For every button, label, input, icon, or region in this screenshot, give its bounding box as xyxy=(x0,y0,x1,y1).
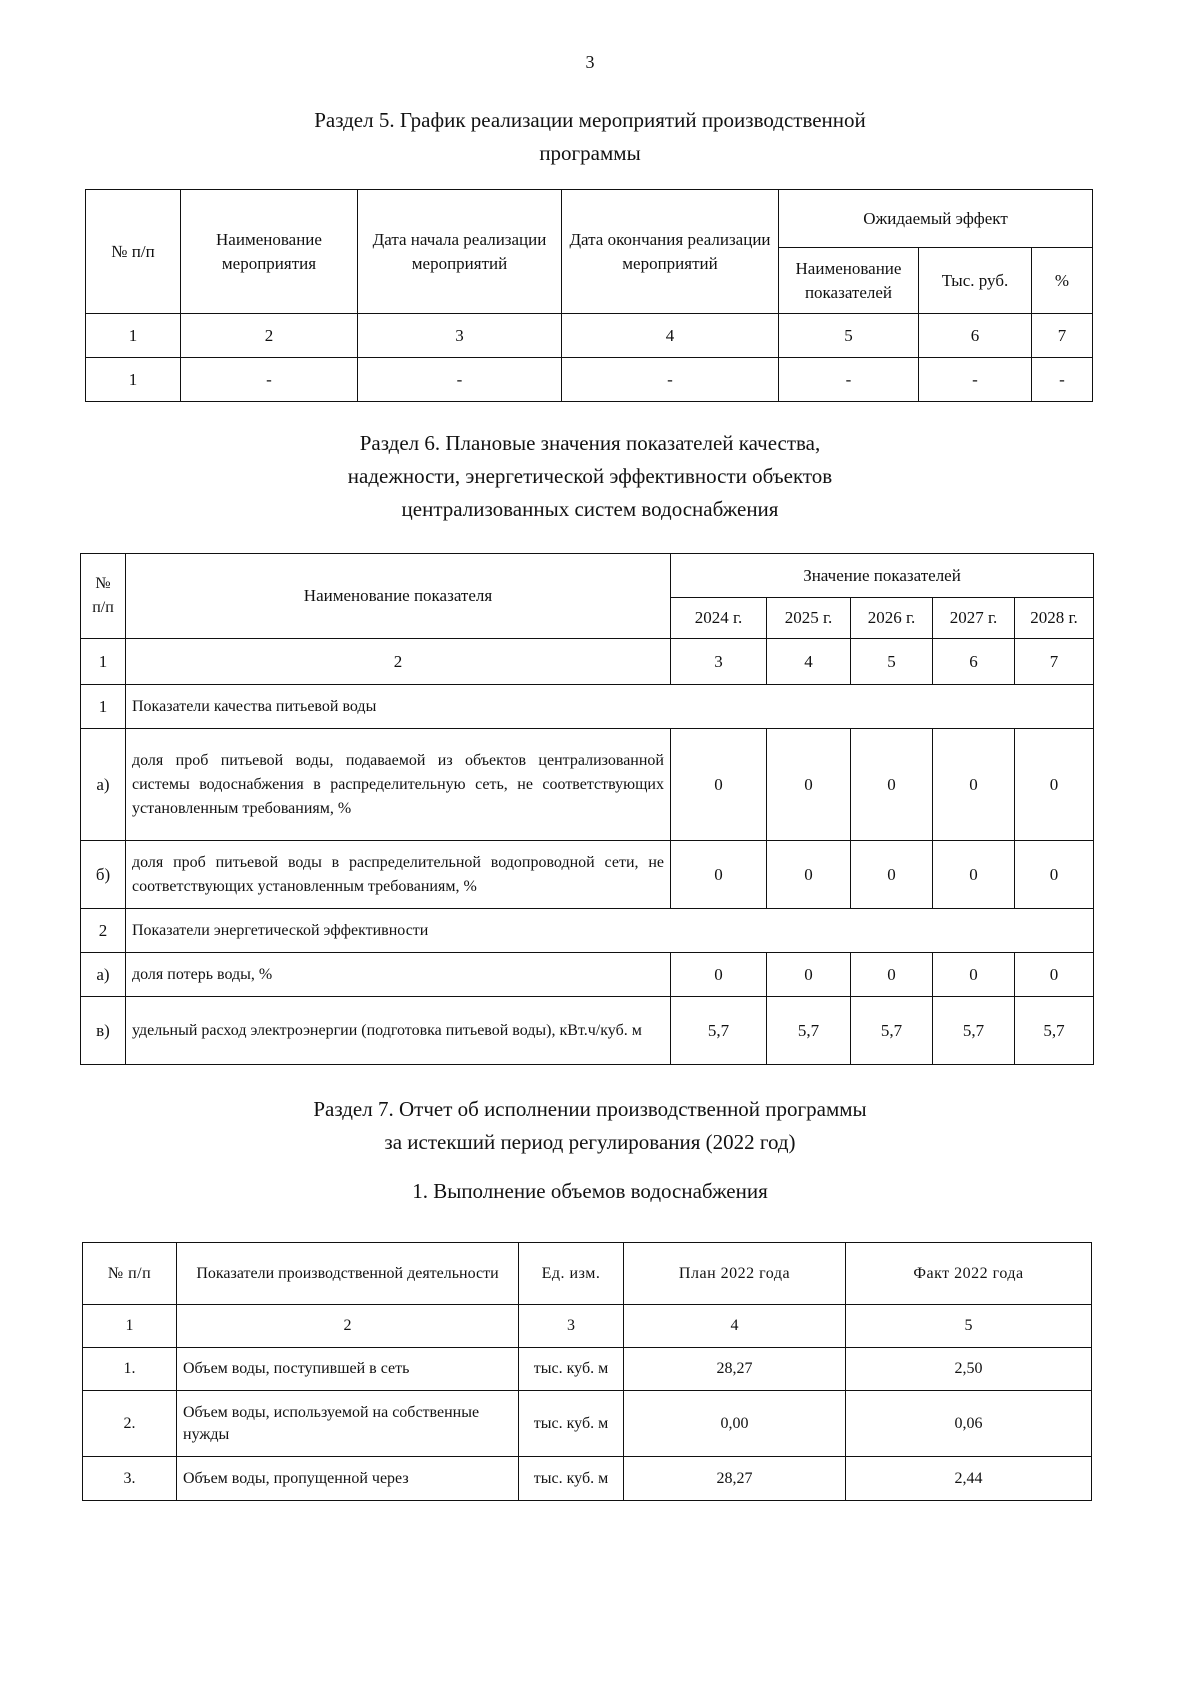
section5-table xyxy=(85,189,1093,402)
row-label: Объем воды, пропущенной через xyxy=(177,1457,519,1501)
table-row xyxy=(83,1391,1092,1457)
table-row xyxy=(83,1348,1092,1391)
s5-col-number: 6 xyxy=(919,314,1032,358)
row-number: 3. xyxy=(83,1457,177,1501)
value-cell: 0 xyxy=(1015,953,1094,997)
s5-col-number: 4 xyxy=(562,314,779,358)
s6-col-number: 6 xyxy=(933,639,1015,685)
s7-col-number: 2 xyxy=(177,1305,519,1348)
s6-header-year: 2027 г. xyxy=(933,598,1015,639)
s5-col-number: 2 xyxy=(181,314,358,358)
s5-col-number: 5 xyxy=(779,314,919,358)
group-label: Показатели энергетической эффективности xyxy=(126,909,1094,953)
s5-header-percent: % xyxy=(1032,248,1093,314)
table-cell: - xyxy=(779,358,919,402)
s6-header-values: Значение показателей xyxy=(671,554,1094,598)
row-number: в) xyxy=(81,997,126,1065)
table-row xyxy=(83,1457,1092,1501)
s6-col-number: 2 xyxy=(126,639,671,685)
section7-table xyxy=(82,1242,1092,1501)
value-cell: 0 xyxy=(671,953,767,997)
s6-header-year: 2026 г. xyxy=(851,598,933,639)
row-number: б) xyxy=(81,841,126,909)
s5-col-number: 3 xyxy=(358,314,562,358)
row-number: 1. xyxy=(83,1348,177,1391)
row-number: а) xyxy=(81,953,126,997)
s6-col-number: 4 xyxy=(767,639,851,685)
plan-cell: 28,27 xyxy=(624,1348,846,1391)
row-number: а) xyxy=(81,729,126,841)
value-cell: 0 xyxy=(671,729,767,841)
s5-header-indicators: Наименование показателей xyxy=(779,248,919,314)
section6-title-line1: Раздел 6. Плановые значения показателей качества, xyxy=(359,431,821,455)
table-row xyxy=(81,841,1094,909)
s7-col-number-row xyxy=(83,1305,1092,1348)
table-cell: - xyxy=(919,358,1032,402)
table-row xyxy=(81,997,1094,1065)
group-number: 2 xyxy=(81,909,126,953)
value-cell: 0 xyxy=(933,729,1015,841)
table-row xyxy=(86,358,1093,402)
table-row-group xyxy=(81,909,1094,953)
value-cell: 0 xyxy=(851,729,933,841)
s6-col-number: 7 xyxy=(1015,639,1094,685)
value-cell: 0 xyxy=(851,841,933,909)
s6-col-number: 1 xyxy=(81,639,126,685)
section7-title-line2: за истекший период регулирования (2022 год) xyxy=(384,1130,796,1154)
section6-title-line3: централизованных систем водоснабжения xyxy=(401,497,779,521)
row-label: удельный расход электроэнергии (подготовка питьевой воды), кВт.ч/куб. м xyxy=(126,997,671,1065)
s5-col-number: 1 xyxy=(86,314,181,358)
group-label: Показатели качества питьевой воды xyxy=(126,685,1094,729)
value-cell: 5,7 xyxy=(767,997,851,1065)
value-cell: 0 xyxy=(767,953,851,997)
s7-header-unit: Ед. изм. xyxy=(519,1243,624,1305)
s7-col-number: 3 xyxy=(519,1305,624,1348)
unit-cell: тыс. куб. м xyxy=(519,1348,624,1391)
section6-table xyxy=(80,553,1094,1065)
s6-header-year: 2028 г. xyxy=(1015,598,1094,639)
table-row-group xyxy=(81,685,1094,729)
value-cell: 0 xyxy=(851,953,933,997)
s5-header-effect: Ожидаемый эффект xyxy=(779,190,1093,248)
s7-col-number: 1 xyxy=(83,1305,177,1348)
value-cell: 0 xyxy=(767,841,851,909)
s5-col-number: 7 xyxy=(1032,314,1093,358)
s6-header-year: 2025 г. xyxy=(767,598,851,639)
row-label: доля потерь воды, % xyxy=(126,953,671,997)
s7-header-fact: Факт 2022 года xyxy=(846,1243,1092,1305)
plan-cell: 0,00 xyxy=(624,1391,846,1457)
value-cell: 5,7 xyxy=(671,997,767,1065)
section7-subtitle: 1. Выполнение объемов водоснабжения xyxy=(412,1179,768,1203)
s7-col-number: 4 xyxy=(624,1305,846,1348)
section6-title xyxy=(0,427,1180,526)
table-cell: - xyxy=(1032,358,1093,402)
section5-title-line2: программы xyxy=(539,141,641,165)
table-cell: - xyxy=(181,358,358,402)
group-number: 1 xyxy=(81,685,126,729)
s7-header-num: № п/п xyxy=(83,1243,177,1305)
fact-cell: 0,06 xyxy=(846,1391,1092,1457)
value-cell: 5,7 xyxy=(1015,997,1094,1065)
s6-col-number-row xyxy=(81,639,1094,685)
s5-header-name: Наименование мероприятия xyxy=(181,190,358,314)
unit-cell: тыс. куб. м xyxy=(519,1457,624,1501)
s7-col-number: 5 xyxy=(846,1305,1092,1348)
table-cell: - xyxy=(562,358,779,402)
s6-col-number: 3 xyxy=(671,639,767,685)
s5-header-num: № п/п xyxy=(86,190,181,314)
s6-col-number: 5 xyxy=(851,639,933,685)
row-label: доля проб питьевой воды в распределительной водопроводной сети, не соответствующих установленным требованиям, % xyxy=(126,841,671,909)
section6-title-line2: надежности, энергетической эффективности объектов xyxy=(347,464,833,488)
value-cell: 0 xyxy=(671,841,767,909)
table-row xyxy=(81,953,1094,997)
section7-title-line1: Раздел 7. Отчет об исполнении производственной программы xyxy=(313,1097,867,1121)
s5-header-start: Дата начала реализации мероприятий xyxy=(358,190,562,314)
fact-cell: 2,50 xyxy=(846,1348,1092,1391)
table-row xyxy=(81,729,1094,841)
row-number: 2. xyxy=(83,1391,177,1457)
value-cell: 0 xyxy=(1015,841,1094,909)
s6-header-name: Наименование показателя xyxy=(126,554,671,639)
s5-header-end: Дата окончания реализации мероприятий xyxy=(562,190,779,314)
s7-header-plan: План 2022 года xyxy=(624,1243,846,1305)
section5-title xyxy=(0,104,1180,170)
s5-header-thousand-rub: Тыс. руб. xyxy=(919,248,1032,314)
table-cell: 1 xyxy=(86,358,181,402)
section5-title-line1: Раздел 5. График реализации мероприятий производственной xyxy=(314,108,866,132)
value-cell: 5,7 xyxy=(933,997,1015,1065)
page-number: 3 xyxy=(585,52,595,72)
s6-header-year: 2024 г. xyxy=(671,598,767,639)
s6-header-num: № п/п xyxy=(81,554,126,639)
table-cell: - xyxy=(358,358,562,402)
plan-cell: 28,27 xyxy=(624,1457,846,1501)
unit-cell: тыс. куб. м xyxy=(519,1391,624,1457)
section7-title xyxy=(0,1093,1180,1159)
value-cell: 0 xyxy=(767,729,851,841)
value-cell: 5,7 xyxy=(851,997,933,1065)
value-cell: 0 xyxy=(933,841,1015,909)
row-label: доля проб питьевой воды, подаваемой из объектов централизованной системы водоснабжения в распределительную сеть, не соответствующих установленным требованиям, % xyxy=(126,729,671,841)
s5-col-number-row xyxy=(86,314,1093,358)
value-cell: 0 xyxy=(1015,729,1094,841)
row-label: Объем воды, поступившей в сеть xyxy=(177,1348,519,1391)
fact-cell: 2,44 xyxy=(846,1457,1092,1501)
s7-header-indicators: Показатели производственной деятельности xyxy=(177,1243,519,1305)
value-cell: 0 xyxy=(933,953,1015,997)
row-label: Объем воды, используемой на собственные нужды xyxy=(177,1391,519,1457)
